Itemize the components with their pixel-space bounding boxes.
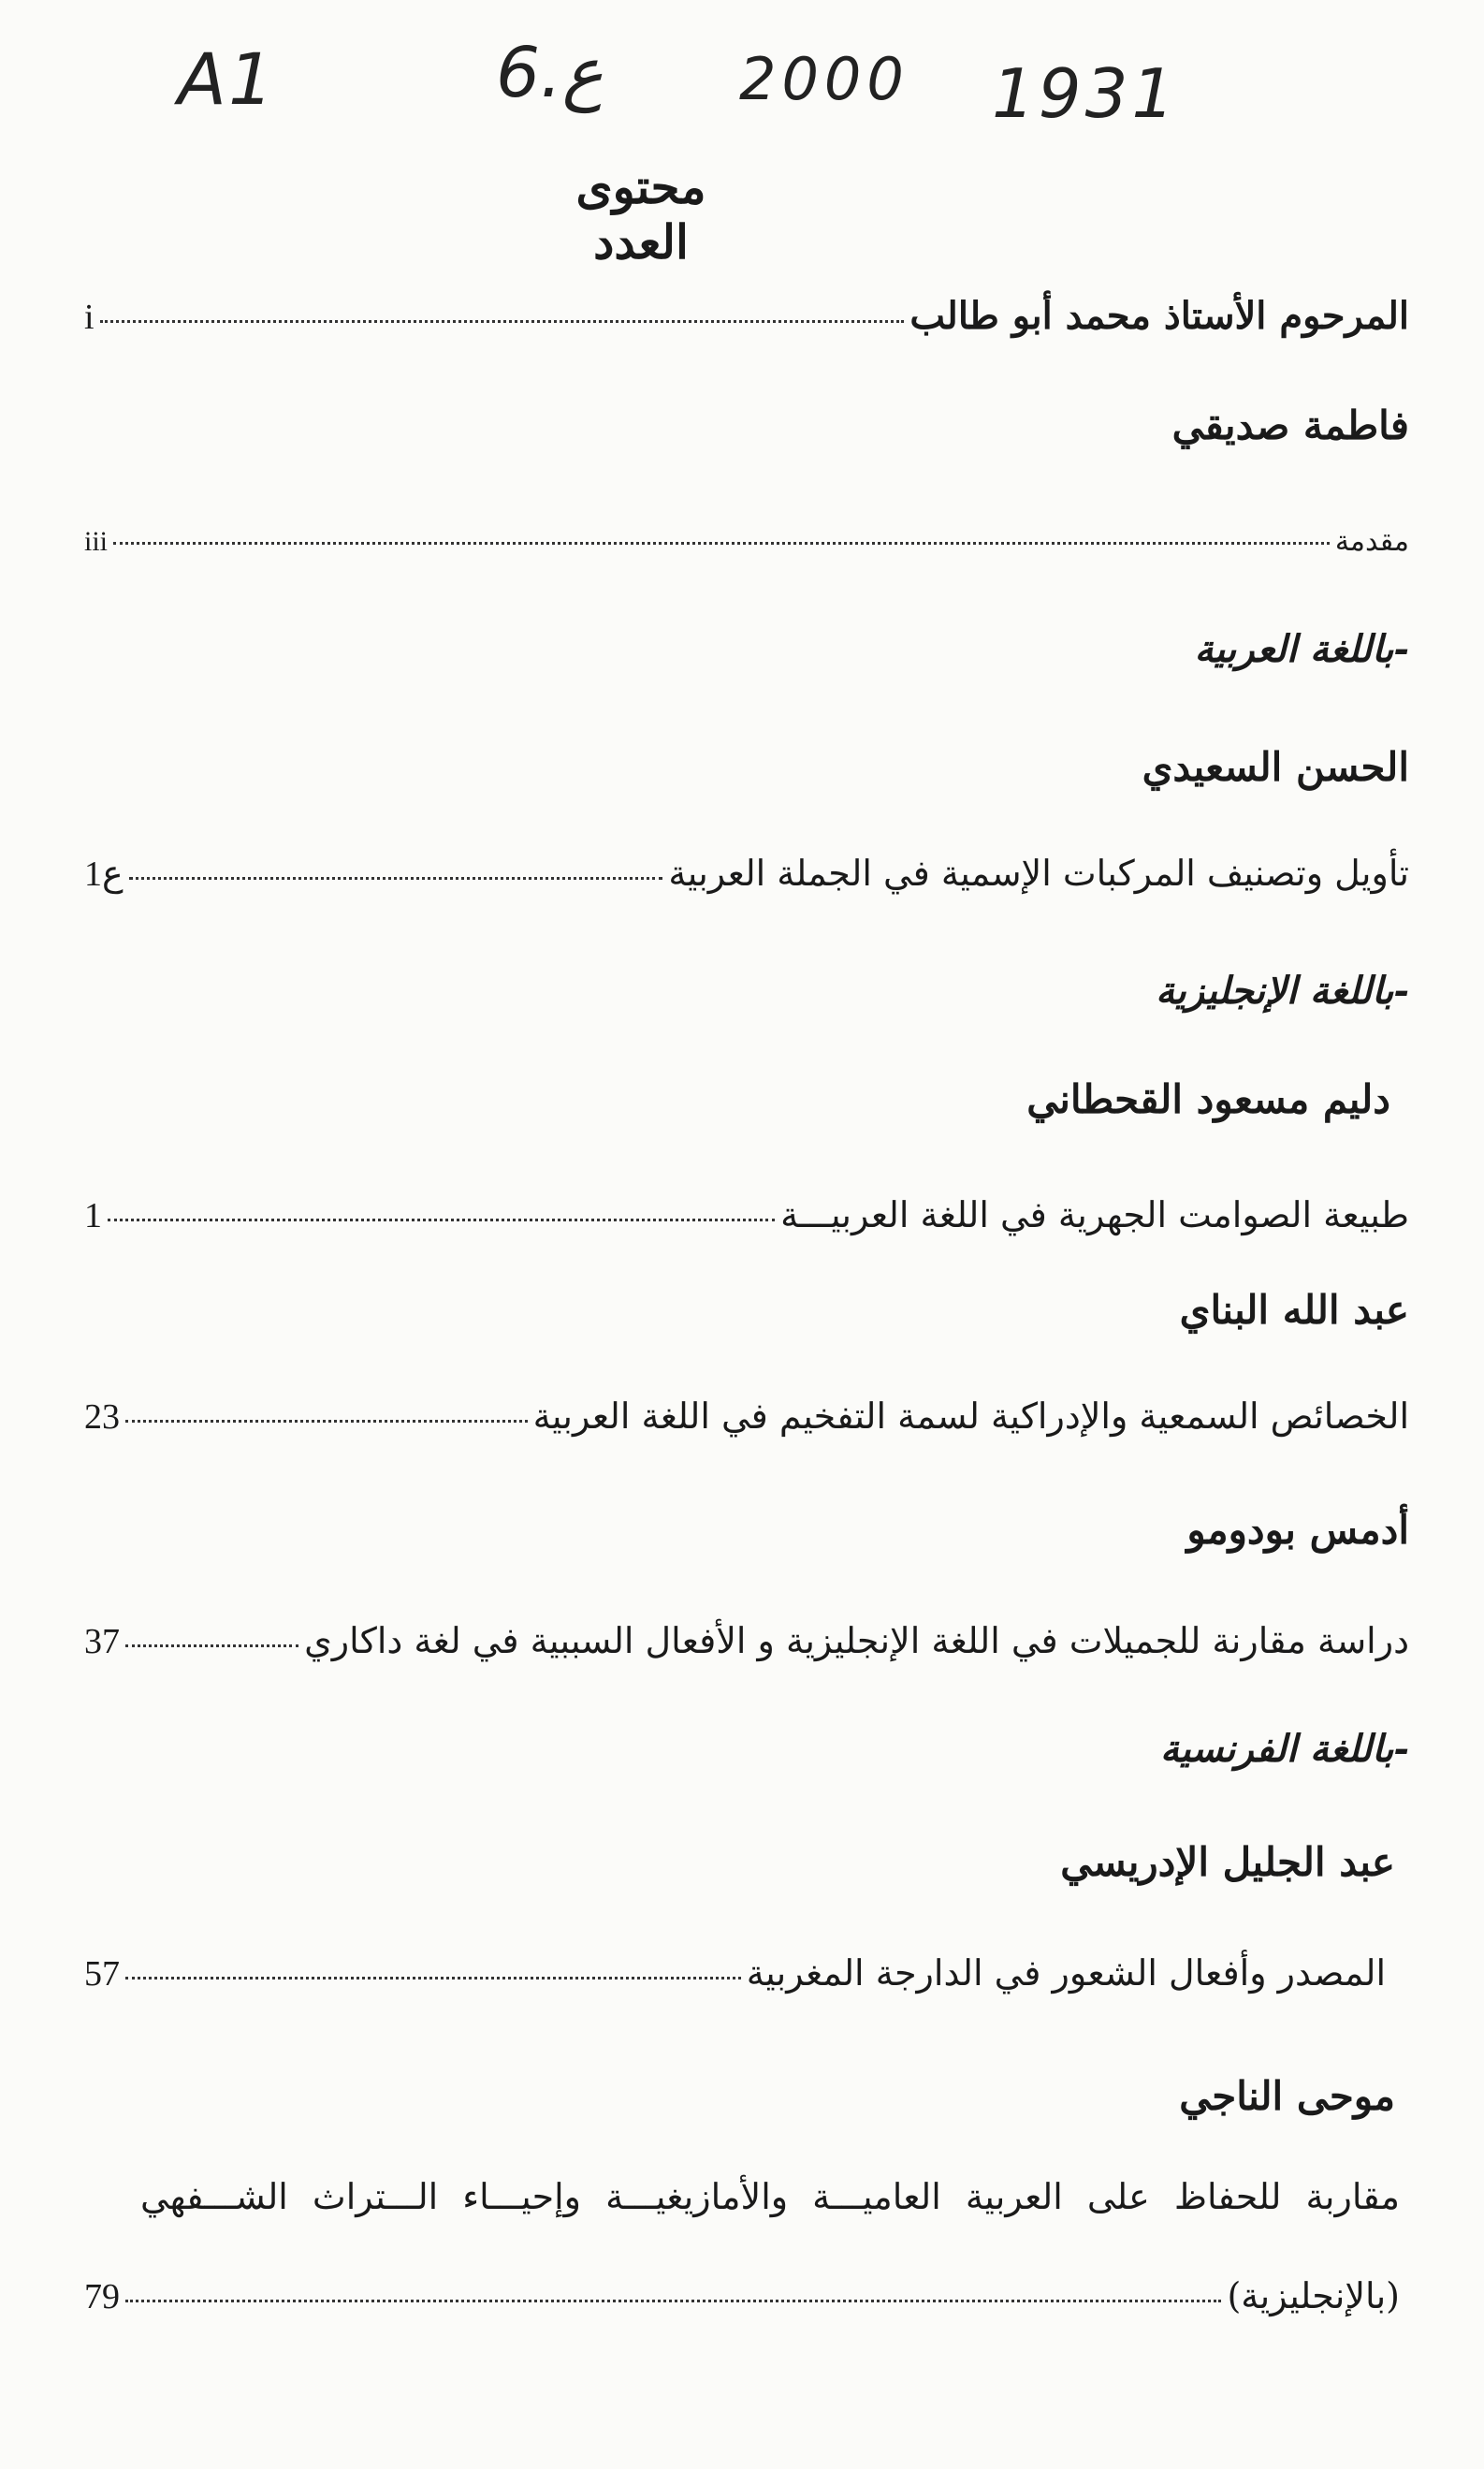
page-number: iii	[84, 526, 109, 557]
handwritten-code: A1	[178, 37, 276, 121]
entry-title-line1: مقاربة للحفاظ على العربية العاميـــة والأمازيغيـــة وإحيـــاء الـــتراث الشـــفهي	[140, 2176, 1400, 2217]
author-name: موحى الناجي	[1179, 2073, 1395, 2119]
entry-title: المرحوم الأستاذ محمد أبو طالب	[909, 294, 1409, 338]
author-name: فاطمة صديقي	[1171, 402, 1409, 448]
section-heading-english: -باللغة الإنجليزية	[1156, 969, 1409, 1013]
page-number: 37	[84, 1622, 120, 1661]
entry-title: مقدمة	[1334, 525, 1409, 558]
entry-title: تأويل وتصنيف المركبات الإسمية في الجملة العربية	[668, 853, 1409, 894]
toc-entry	[84, 1390, 1409, 1438]
dot-leader	[125, 1384, 528, 1423]
toc-entry-intro	[84, 519, 1409, 558]
dot-leader	[100, 285, 905, 323]
toc-entry	[84, 1947, 1386, 1994]
author-name: دليم مسعود القحطاني	[1026, 1076, 1390, 1122]
author-name: عبد الجليل الإدريسي	[1060, 1839, 1395, 1885]
handwritten-year: 2000	[739, 45, 909, 113]
author-name: عبد الله البناي	[1179, 1287, 1409, 1333]
page-number: 23	[84, 1397, 120, 1437]
toc-entry	[84, 847, 1409, 895]
entry-title-line2: (بالإنجليزية)	[1227, 2275, 1400, 2316]
page-number: 1	[84, 1196, 102, 1235]
author-name: الحسن السعيدي	[1142, 744, 1409, 790]
dot-leader	[129, 841, 663, 880]
dot-leader	[113, 514, 1330, 545]
dot-leader	[108, 1183, 775, 1221]
page-number: 79	[84, 2277, 120, 2316]
section-heading-french: -باللغة الفرنسية	[1160, 1727, 1409, 1771]
toc-entry	[84, 2270, 1400, 2317]
dot-leader	[125, 1609, 298, 1647]
handwritten-number: 1931	[992, 54, 1179, 133]
entry-title: دراسة مقارنة للجميلات في اللغة الإنجليزية و الأفعال السببية في لغة داكاري	[304, 1620, 1409, 1661]
toc-entry	[84, 1189, 1409, 1236]
entry-title: المصدر وأفعال الشعور في الدارجة المغربية	[746, 1952, 1386, 1994]
dot-leader	[125, 1941, 741, 1980]
handwritten-issue: 6.ع	[496, 33, 604, 113]
toc-entry	[84, 1614, 1409, 1662]
page-number: 57	[84, 1954, 120, 1994]
page-title: محتوى العدد	[575, 159, 706, 270]
dot-leader	[125, 2264, 1221, 2302]
author-name: أدمس بودومو	[1186, 1507, 1409, 1553]
entry-title: الخصائص السمعية والإدراكية لسمة التفخيم في اللغة العربية	[532, 1395, 1409, 1437]
toc-entry-obituary	[84, 290, 1409, 338]
section-heading-arabic: -باللغة العربية	[1194, 627, 1409, 671]
page-number: i	[84, 298, 95, 337]
entry-title: طبيعة الصوامت الجهرية في اللغة العربيـــة	[780, 1194, 1409, 1235]
page-number: ع1	[84, 855, 124, 894]
